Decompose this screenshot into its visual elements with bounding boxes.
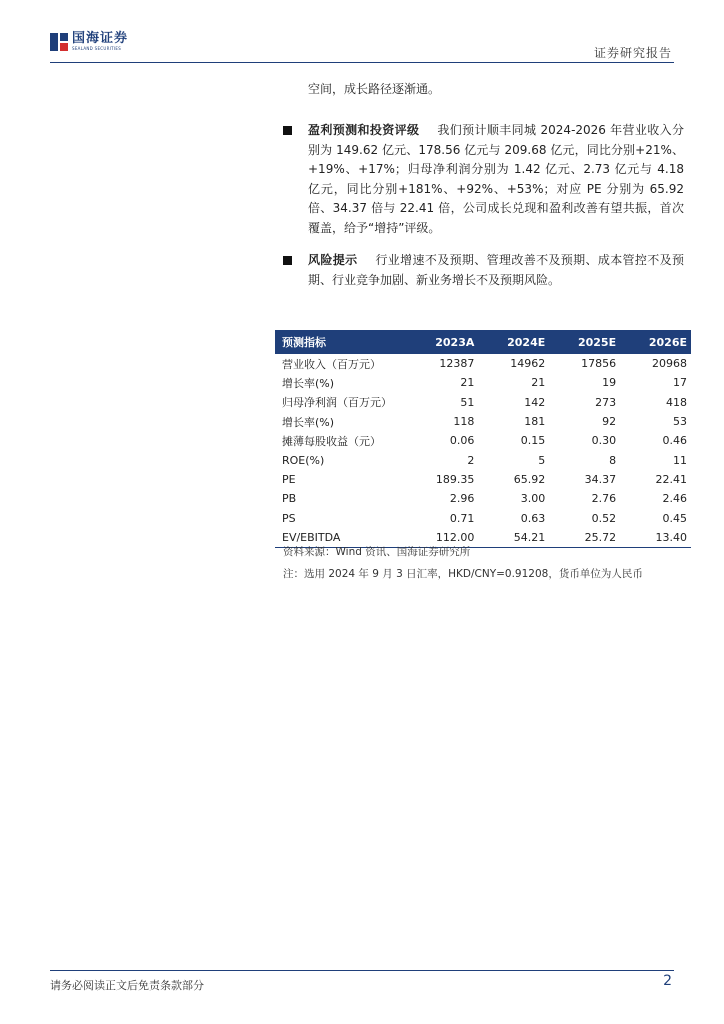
table-cell: 92 [602, 415, 617, 429]
footer-disclaimer: 请务必阅读正文后免责条款部分 [50, 979, 204, 992]
risk-title: 风险提示 [308, 253, 358, 267]
table-cell: 21 [531, 376, 546, 390]
risk-paragraph [308, 251, 684, 290]
table-cell: 118 [453, 415, 475, 429]
table-cell: 14962 [510, 357, 546, 371]
paragraph-continuation: 空间，成长路径逐渐通。 [308, 82, 441, 96]
table-cell: PB [282, 492, 297, 506]
forecast-table [275, 330, 691, 548]
table-cell: 11 [673, 453, 687, 467]
table-cell: 0.46 [662, 434, 687, 448]
table-cell: 34.37 [584, 472, 617, 486]
table-cell: 增长率(%) [282, 415, 335, 429]
table-cell: 181 [524, 415, 546, 429]
table-cell: PS [282, 511, 296, 525]
table-cell: 摊薄每股收益（元） [282, 434, 381, 448]
table-header-cell: 2023A [406, 330, 478, 354]
table-cell: ROE(%) [282, 453, 325, 467]
logo-name-en: SEALAND SECURITIES [72, 46, 122, 51]
table-cell: 归母净利润（百万元） [282, 396, 392, 410]
table-cell: 112.00 [406, 528, 478, 548]
table-cell: 0.06 [449, 434, 475, 448]
footer-divider [50, 970, 674, 971]
report-type: 证券研究报告 [593, 46, 672, 60]
table-cell: 17 [673, 376, 687, 390]
table-cell: 189.35 [435, 472, 475, 486]
table-cell: 0.71 [449, 511, 475, 525]
page-header [50, 28, 674, 63]
company-logo [50, 32, 128, 51]
table-cell: 0.63 [520, 511, 546, 525]
table-cell: 2.46 [662, 492, 687, 506]
table-cell: 2 [467, 453, 475, 467]
table-row [275, 431, 691, 450]
table-row [275, 354, 691, 373]
table-row [275, 489, 691, 508]
table-header-cell: 预测指标 [275, 330, 406, 354]
table-cell: 25.72 [549, 528, 620, 548]
table-cell: 19 [602, 376, 617, 390]
table-header-cell: 2026E [620, 330, 691, 354]
table-row [275, 470, 691, 489]
bullet-square-icon [283, 256, 292, 265]
risk-text: 行业增速不及预期、管理改善不及预期、成本管控不及预期、行业竞争加剧、新业务增长不及预期风险。 [308, 253, 684, 287]
bullet-square-icon [283, 126, 292, 135]
table-row [275, 373, 691, 392]
table-cell: EV/EBITDA [275, 528, 406, 548]
table-row [275, 508, 691, 527]
table-cell: 53 [673, 415, 687, 429]
table-cell: 13.40 [620, 528, 691, 548]
table-row [275, 450, 691, 469]
table-cell: 3.00 [520, 492, 546, 506]
forecast-text: 我们预计顺丰同城 2024-2026 年营业收入分别为 149.62 亿元、178.56 亿元与 209.68 亿元，同比分别+21%、+19%、+17%；归母净利润分别为 1.42 亿元、2.73 亿元与 4.18 亿元，同比分别+181%、+92%、+53%；对应 PE 分别为 65.92 倍、34.37 倍与 22.41 倍，公司成长兑现和盈利改善有望共振，首次覆盖，给予“增持”评级。 [308, 123, 684, 235]
table-cell: 65.92 [513, 472, 546, 486]
table-cell: 增长率(%) [282, 376, 335, 390]
table-header-row [275, 330, 691, 354]
table-cell: 22.41 [655, 472, 687, 486]
table-cell: 273 [595, 395, 617, 409]
forecast-paragraph [308, 121, 684, 238]
table-cell: 0.15 [520, 434, 546, 448]
table-cell: 51 [460, 395, 475, 409]
table-source-note: 资料来源：Wind 资讯、国海证券研究所 [283, 546, 471, 558]
table-cell: 54.21 [478, 528, 549, 548]
table-cell: 营业收入（百万元） [282, 357, 381, 371]
table-cell: 0.30 [591, 434, 617, 448]
table-cell: 21 [460, 376, 475, 390]
table-header-cell: 2025E [549, 330, 620, 354]
table-row [275, 393, 691, 412]
table-header-cell: 2024E [478, 330, 549, 354]
logo-icon [50, 33, 68, 51]
table-cell: 5 [538, 453, 546, 467]
table-exchange-note: 注：选用 2024 年 9 月 3 日汇率，HKD/CNY=0.91208，货币单位为人民币 [283, 568, 643, 580]
table-cell: 142 [524, 395, 546, 409]
table-cell: 17856 [581, 357, 617, 371]
table-cell: 0.45 [662, 511, 687, 525]
page-number: 2 [663, 973, 672, 989]
table-cell: 2.96 [449, 492, 475, 506]
table-cell: 20968 [652, 357, 687, 371]
logo-name-cn: 国海证券 [72, 31, 129, 46]
table-row [275, 412, 691, 431]
table-cell: 12387 [439, 357, 475, 371]
table-cell: 8 [609, 453, 617, 467]
table-cell: 0.52 [591, 511, 617, 525]
table-cell: 2.76 [591, 492, 617, 506]
forecast-title: 盈利预测和投资评级 [308, 123, 420, 137]
table-cell: PE [282, 472, 296, 486]
table-cell: 418 [666, 395, 687, 409]
